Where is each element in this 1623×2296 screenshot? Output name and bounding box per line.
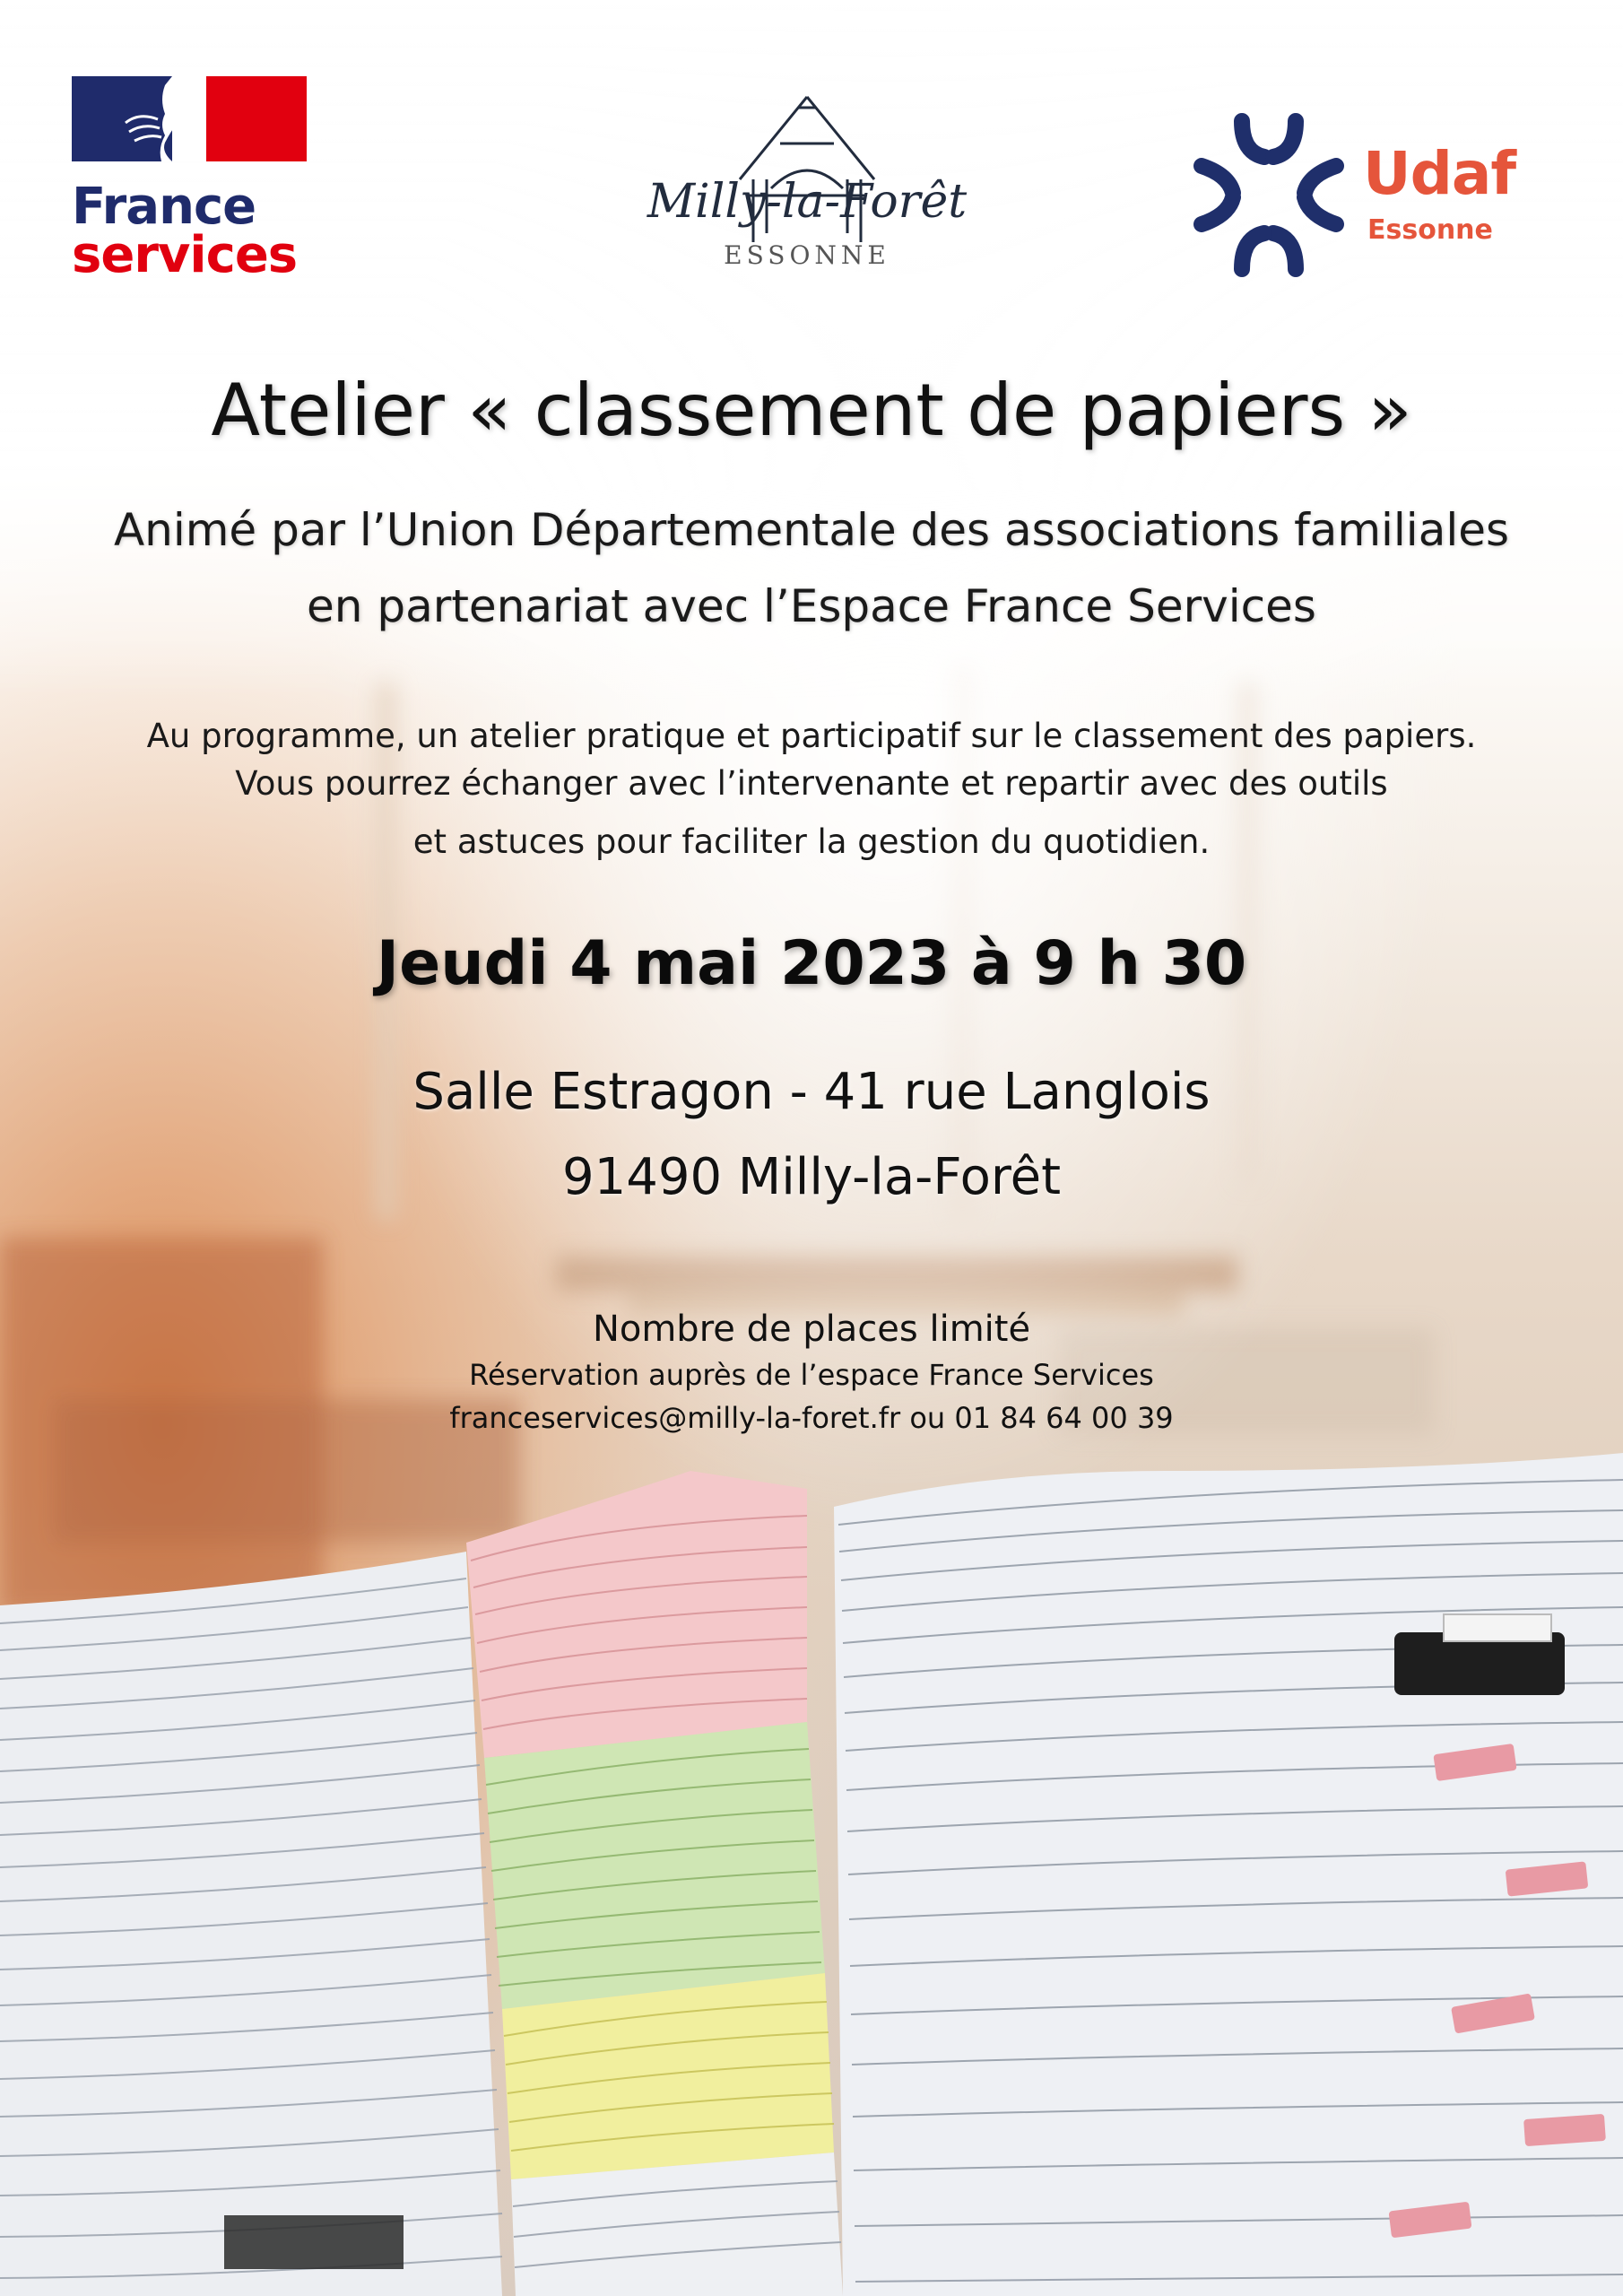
subtitle-line-1: Animé par l’Union Départementale des associations familiales (113, 504, 1510, 556)
venue-address: Salle Estragon - 41 rue Langlois (412, 1063, 1211, 1121)
programme-line-3: et astuces pour faciliter la gestion du quotidien. (412, 822, 1211, 861)
marianne-flag-icon (72, 76, 307, 161)
udaf-name-text: Udaf (1363, 139, 1516, 208)
event-date: Jeudi 4 mai 2023 à 9 h 30 (376, 928, 1247, 999)
programme-line-2: Vous pourrez échanger avec l’intervenante et repartir avec des outils (235, 764, 1388, 803)
milly-la-foret-logo (628, 90, 986, 278)
france-services-line2: services (72, 226, 298, 284)
udaf-essonne-logo (1179, 103, 1556, 283)
udaf-department-text: Essonne (1367, 214, 1493, 246)
france-services-logo (72, 76, 314, 291)
udaf-star-icon (1179, 103, 1358, 283)
france-services-line1: France (72, 178, 256, 236)
milly-script-text: Milly-la-Forêt (647, 175, 968, 229)
subtitle-line-2: en partenariat avec l’Espace France Services (307, 580, 1316, 632)
programme-line-1: Au programme, un atelier pratique et participatif sur le classement des papiers. (146, 717, 1477, 755)
venue-city: 91490 Milly-la-Forêt (561, 1148, 1062, 1206)
milly-department-text: ESSONNE (724, 240, 890, 270)
reservation-notice: Réservation auprès de l’espace France Services (469, 1358, 1154, 1392)
limited-places-notice: Nombre de places limité (592, 1309, 1031, 1350)
contact-info: franceservices@milly-la-foret.fr ou 01 84 64 00 39 (449, 1401, 1174, 1435)
page-title: Atelier « classement de papiers » (211, 369, 1412, 452)
